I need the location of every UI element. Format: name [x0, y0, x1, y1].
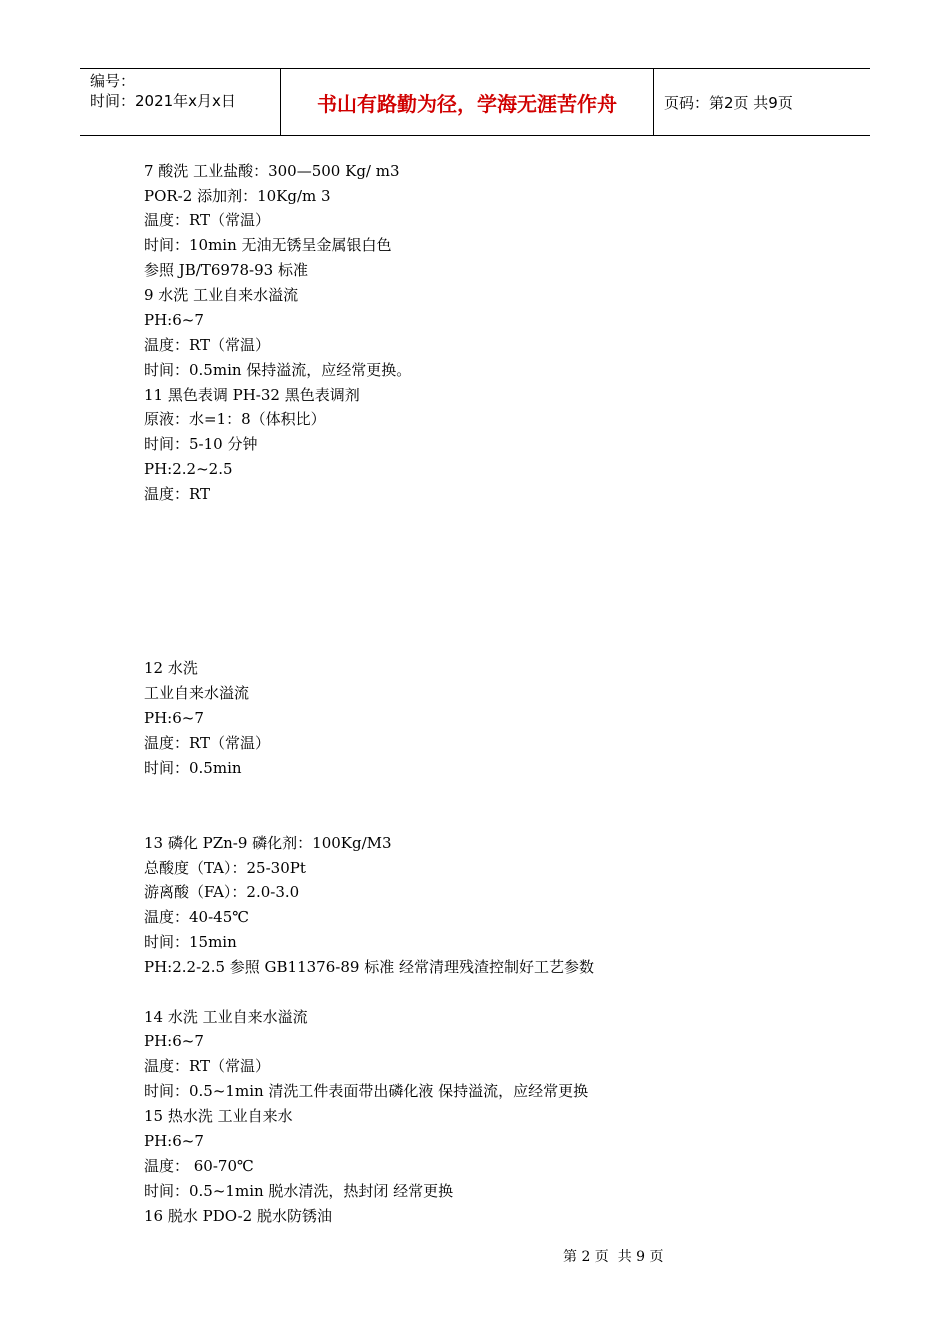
text-line: PH:2.2~2.5 [144, 460, 233, 478]
text-line: 9 水洗 工业自来水溢流 [144, 286, 299, 304]
text-line: 工业自来水溢流 [144, 684, 250, 702]
text-line: 13 磷化 PZn-9 磷化剂：100Kg/M3 [144, 834, 392, 852]
document-time-label: 时间：2021年x月x日 [90, 92, 236, 110]
text-line: 11 黑色表调 PH-32 黑色表调剂 [144, 386, 360, 404]
text-line: PH:2.2-2.5 参照 GB11376-89 标准 经常清理残渣控制好工艺参数 [144, 958, 594, 976]
text-line: POR-2 添加剂：10Kg/m 3 [144, 187, 331, 205]
text-line: 时间：5-10 分钟 [144, 435, 258, 453]
text-line: 12 水洗 [144, 659, 198, 677]
header-meta [80, 69, 281, 135]
text-line: 时间：0.5~1min 脱水清洗，热封闭 经常更换 [144, 1182, 454, 1200]
text-line: PH:6~7 [144, 1132, 204, 1150]
text-line: PH:6~7 [144, 709, 204, 727]
text-line: 7 酸洗 工业盐酸：300—500 Kg/ m3 [144, 162, 400, 180]
document-number-label: 编号： [90, 72, 136, 90]
text-line: 游离酸（FA）：2.0-3.0 [144, 883, 300, 901]
header-motto: 书山有路勤为径，学海无涯苦作舟 [281, 69, 654, 135]
text-line: 总酸度（TA）：25-30Pt [144, 859, 306, 877]
text-line: 温度：RT [144, 485, 211, 503]
text-line: 温度：RT（常温） [144, 336, 271, 354]
document-header [80, 68, 870, 136]
text-line: 时间：0.5~1min 清洗工件表面带出磷化液 保持溢流，应经常更换 [144, 1082, 589, 1100]
text-line: 15 热水洗 工业自来水 [144, 1107, 293, 1125]
text-line: PH:6~7 [144, 1032, 204, 1050]
page-footer: 第 2 页 共 9 页 [563, 1249, 664, 1265]
text-line: 14 水洗 工业自来水溢流 [144, 1008, 308, 1026]
text-line: 参照 JB/T6978-93 标准 [144, 261, 308, 279]
text-line: 时间：0.5min [144, 759, 242, 777]
text-line: 温度：40-45℃ [144, 908, 250, 926]
text-line: 温度：RT（常温） [144, 1057, 271, 1075]
text-line: 时间：15min [144, 933, 237, 951]
text-line: 时间：10min 无油无锈呈金属银白色 [144, 236, 392, 254]
text-line: 时间：0.5min 保持溢流，应经常更换。 [144, 361, 412, 379]
text-line: 原液：水=1：8（体积比） [144, 410, 326, 428]
header-page-number: 页码：第2页 共9页 [664, 93, 793, 112]
text-line: 温度：RT（常温） [144, 734, 271, 752]
text-line: 温度：RT（常温） [144, 211, 271, 229]
text-line: 温度： 60-70℃ [144, 1157, 254, 1175]
text-line: PH:6~7 [144, 311, 204, 329]
text-line: 16 脱水 PDO-2 脱水防锈油 [144, 1207, 332, 1225]
